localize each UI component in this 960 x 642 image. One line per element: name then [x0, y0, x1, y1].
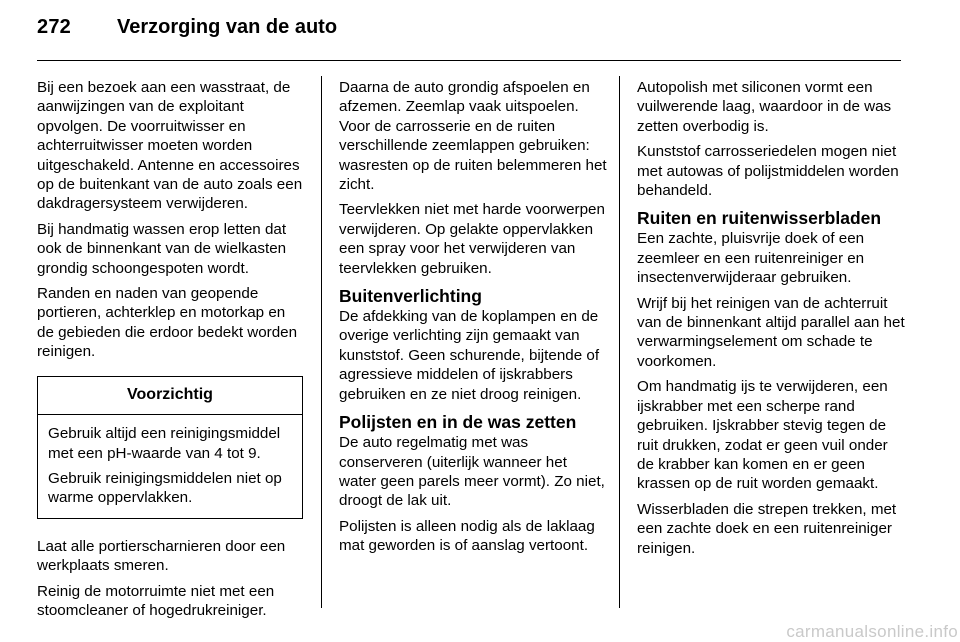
section-heading-buitenverlichting: Buitenverlichting	[339, 286, 482, 307]
watermark-text: carmanualsonline.info	[786, 622, 958, 641]
paragraph: De auto regelmatig met was conserveren (uiterlijk wanneer het water geen parels meer vormt). Zo niet, droogt de lak uit.	[339, 434, 605, 510]
paragraph: Laat alle portierscharnieren door een werkplaats smeren.	[37, 537, 286, 575]
paragraph: Kunststof carrosseriedelen mogen niet met autowas of polijstmiddelen worden behandeld.	[637, 143, 899, 200]
paragraph: Reinig de motorruimte niet met een stoomcleaner of hogedrukreiniger.	[37, 582, 275, 619]
paragraph: Om handmatig ijs te verwijderen, een ijskrabber met een scherpe rand gebruiken. Ijskrabber stevig tegen de ruit drukken, zodat er geen vuil onder de krabber kan komen en er geen krassen op de ruit worden gemaakt.	[637, 378, 888, 493]
caution-text: Gebruik altijd een reinigingsmiddel met een pH-waarde van 4 tot 9.	[48, 425, 281, 462]
paragraph: De afdekking van de koplampen en de overige verlichting zijn gemaakt van kunststof. Geen schurende, bijtende of agressieve middelen of ijskrabbers gebruiken en ze niet droog reinigen.	[339, 308, 600, 403]
paragraph: Wrijf bij het reinigen van de achterruit van de binnenkant altijd parallel aan het verwarmingselement om schade te voorkomen.	[637, 294, 905, 370]
paragraph: Bij handmatig wassen erop letten dat ook de binnenkant van de wielkasten grondig schoongespoten wordt.	[37, 220, 287, 277]
header-divider	[37, 60, 901, 61]
paragraph: Teervlekken niet met harde voorwerpen verwijderen. Op gelakte oppervlakken een spray voor het verwijderen van teervlekken gebruiken.	[339, 201, 605, 277]
paragraph: Randen en naden van geopende portieren, achterklep en motorkap en de gebieden die erdoor bedekt worden reinigen.	[37, 285, 298, 361]
paragraph: Wisserbladen die strepen trekken, met een zachte doek en een ruitenreiniger reinigen.	[637, 500, 897, 557]
section-heading-polijsten: Polijsten en in de was zetten	[339, 412, 577, 433]
column-divider-1	[321, 76, 322, 608]
paragraph: Bij een bezoek aan een wasstraat, de aanwijzingen van de exploitant opvolgen. De voorruitwisser en achterruitwisser moeten worden uitgeschakeld. Antenne en accessoires op de buitenkant van de auto zoals een dakdragersysteem verwijderen.	[37, 79, 303, 213]
column-3	[637, 78, 905, 564]
page-number: 272	[37, 16, 71, 38]
caution-body	[38, 415, 302, 518]
caution-text: Gebruik reinigingsmiddelen niet op warme oppervlakken.	[48, 469, 282, 507]
page-title: Verzorging van de auto	[117, 16, 338, 38]
column-2	[339, 78, 607, 562]
column-divider-2	[619, 76, 620, 608]
paragraph: Daarna de auto grondig afspoelen en afzemen. Zeemlap vaak uitspoelen. Voor de carrosserie en de ruiten verschillende zeemlappen gebruiken: wasresten op de ruiten belemmeren het zicht.	[339, 79, 607, 194]
paragraph: Een zachte, pluisvrije doek of een zeemleer en een ruitenreiniger en insectenverwijderaar gebruiken.	[637, 230, 865, 287]
page-header	[37, 16, 901, 56]
section-heading-ruiten: Ruiten en ruitenwisserbladen	[637, 208, 882, 229]
column-1	[37, 78, 305, 626]
paragraph: Autopolish met siliconen vormt een vuilwerende laag, waardoor in de was zetten overbodig is.	[637, 79, 892, 135]
caution-title: Voorzichtig	[38, 377, 302, 415]
paragraph: Polijsten is alleen nodig als de laklaag mat geworden is of aanslag vertoont.	[339, 517, 595, 555]
caution-box	[37, 376, 303, 519]
